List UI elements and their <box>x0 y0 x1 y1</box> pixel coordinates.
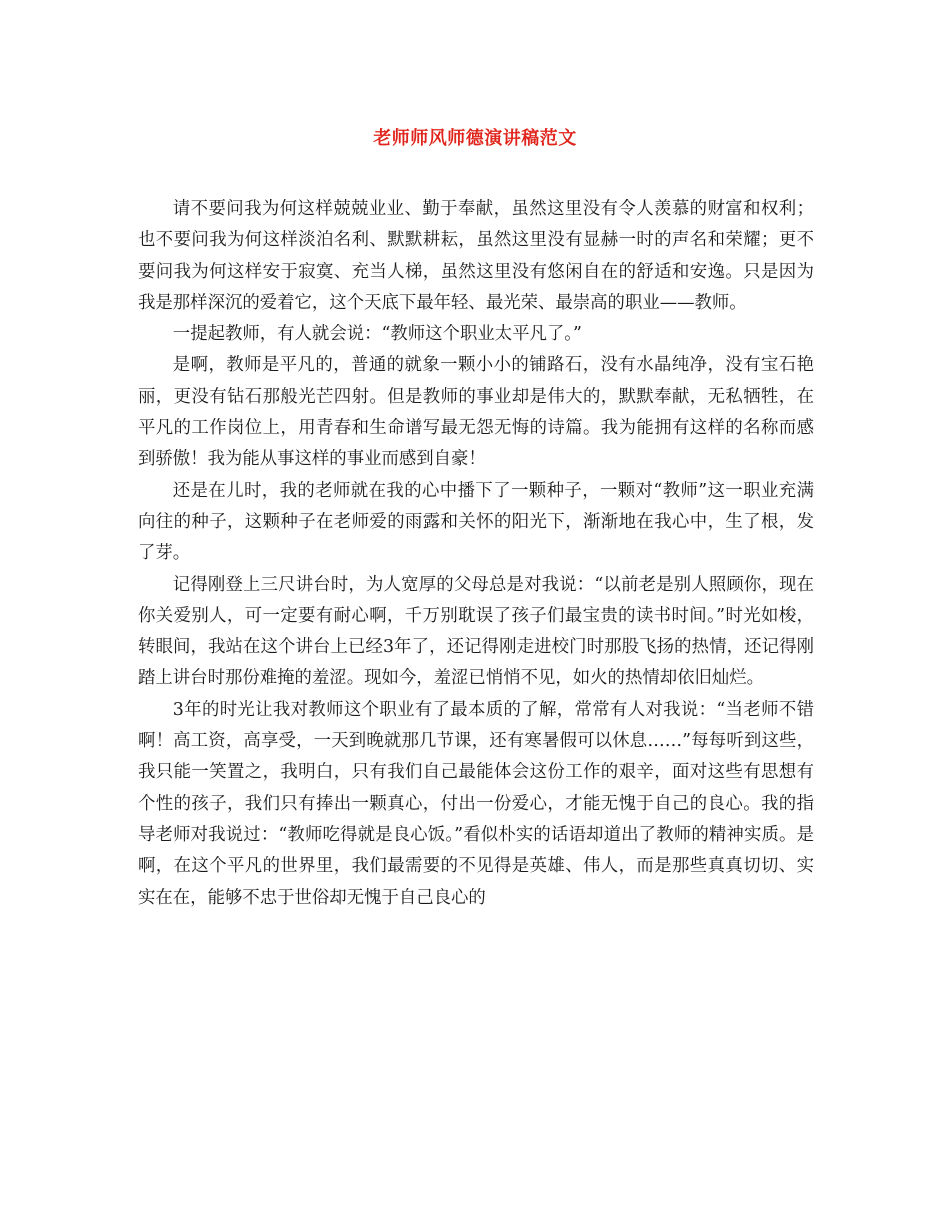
document-body <box>138 194 814 914</box>
paragraph-4: 还是在儿时，我的老师就在我的心中播下了一颗种子，一颗对“教师”这一职业充满向往的种子，这颗种子在老师爱的雨露和关怀的阳光下，渐渐地在我心中，生了根，发了芽。 <box>138 480 814 564</box>
document-title: 老师师风师德演讲稿范文 <box>373 128 577 149</box>
paragraph-5: 记得刚登上三尺讲台时，为人宽厚的父母总是对我说：“以前老是别人照顾你，现在你关爱别人，可一定要有耐心啊，千万别耽误了孩子们最宝贵的读书时间。”时光如梭，转眼间，我站在这个讲台上已经3年了，还记得刚走进校门时那股飞扬的热情，还记得刚踏上讲台时那份难掩的羞涩。现如今，羞涩已悄悄不见，如火的热情却依旧灿烂。 <box>138 574 814 689</box>
paragraph-2: 一提起教师，有人就会说：“教师这个职业太平凡了。” <box>172 324 582 345</box>
paragraph-3: 是啊，教师是平凡的，普通的就象一颗小小的铺路石，没有水晶纯净，没有宝石艳丽，更没有钻石那般光芒四射。但是教师的事业却是伟大的，默默奉献，无私牺牲，在平凡的工作岗位上，用青春和生命谱写最无怨无悔的诗篇。我为能拥有这样的名称而感到骄傲！我为能从事这样的事业而感到自豪！ <box>138 355 814 470</box>
paragraph-1: 请不要问我为何这样兢兢业业、勤于奉献，虽然这里没有令人羡慕的财富和权利；也不要问我为何这样淡泊名利、默默耕耘，虽然这里没有显赫一时的声名和荣耀；更不要问我为何这样安于寂寞、充当人梯，虽然这里没有悠闲自在的舒适和安逸。只是因为我是那样深沉的爱着它，这个天底下最年轻、最光荣、最崇高的职业——教师。 <box>138 199 814 313</box>
paragraph-6: 3年的时光让我对教师这个职业有了最本质的了解，常常有人对我说：“当老师不错啊！高工资，高享受，一天到晚就那几节课，还有寒暑假可以休息……”每每听到这些，我只能一笑置之，我明白，只有我们自己最能体会这份工作的艰辛，面对这些有思想有个性的孩子，我们只有捧出一颗真心，付出一份爱心，才能无愧于自己的良心。我的指导老师对我说过：“教师吃得就是良心饭。”看似朴实的话语却道出了教师的精神实质。是啊，在这个平凡的世界里，我们最需要的不见得是英雄、伟人，而是那些真真切切、实实在在，能够不忠于世俗却无愧于自己良心的 <box>138 699 814 908</box>
